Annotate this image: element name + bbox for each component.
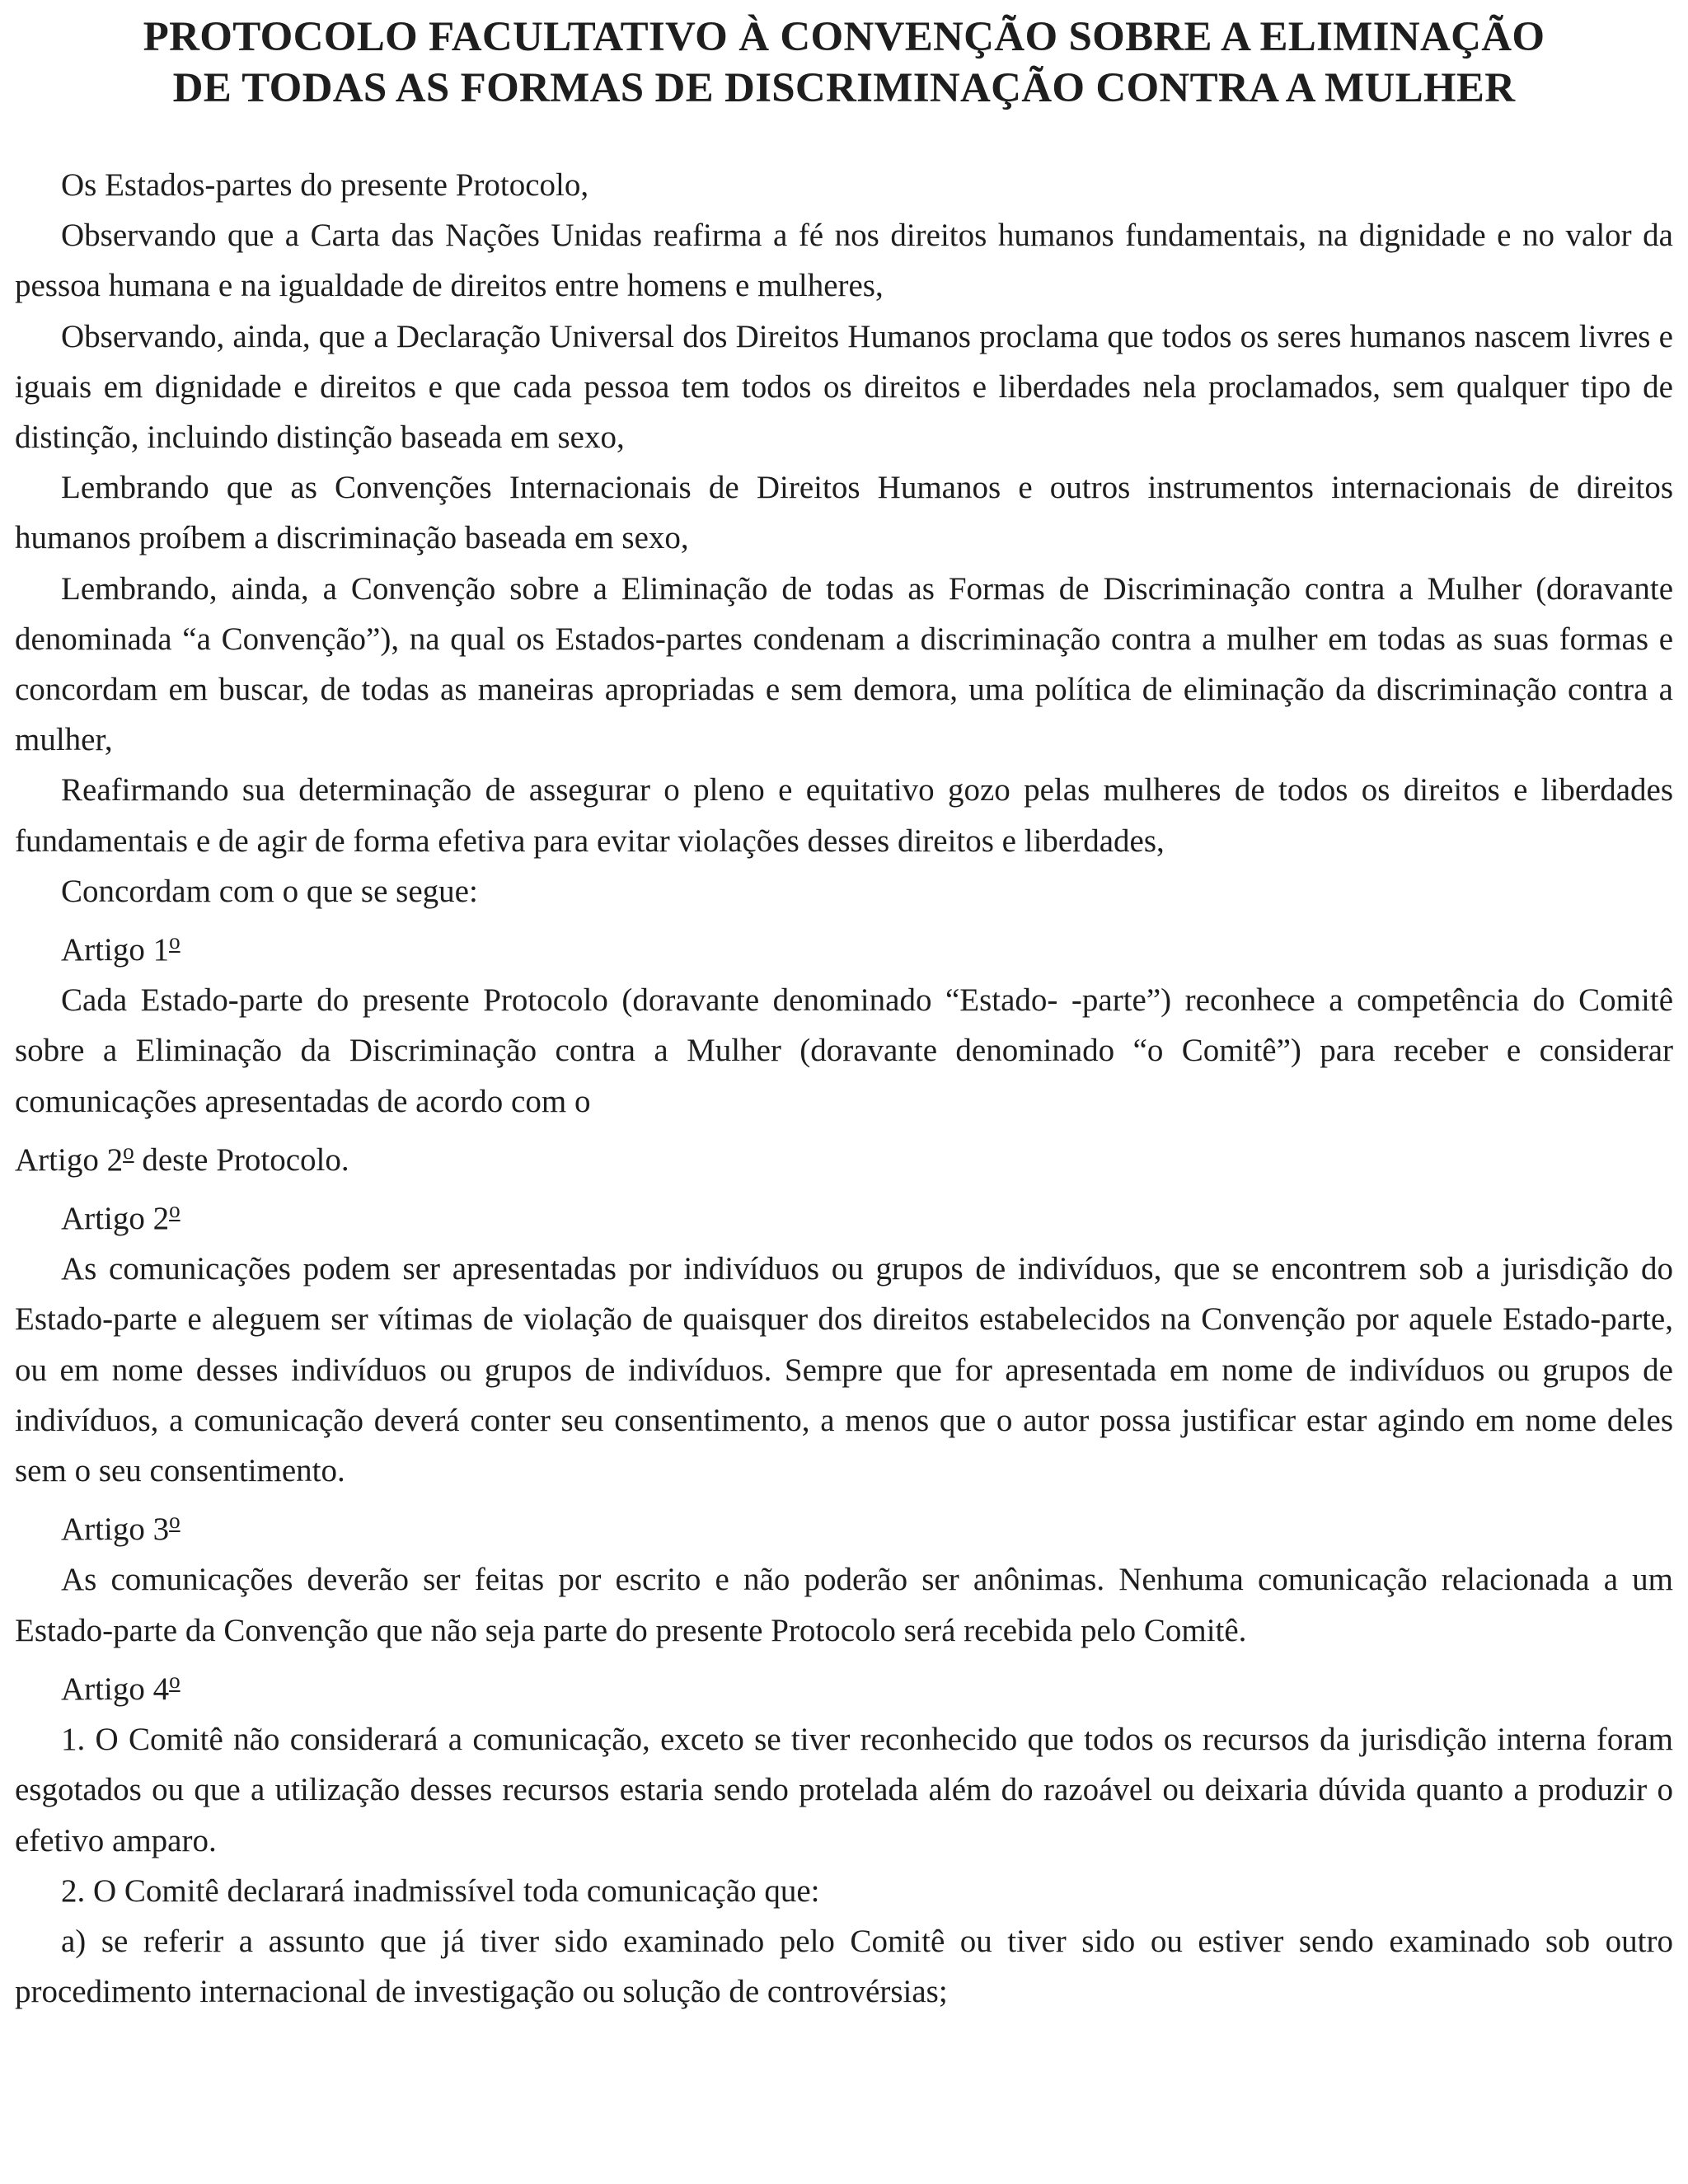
preamble-convencao-mulher: Lembrando, ainda, a Convenção sobre a Eliminação de todas as Formas de Discriminação contra a Mulher (doravante denominada “a Convenção”), na qual os Estados-partes condenam a discriminação contra a mulher em todas as suas formas e concordam em buscar, de todas as maneiras apropriadas e sem demora, uma política de eliminação da discriminação contra a mulher, (15, 570, 1673, 758)
title-line-2: DE TODAS AS FORMAS DE DISCRIMINAÇÃO CONTRA A MULHER (172, 65, 1516, 111)
article-1-tail-suffix: deste Protocolo. (134, 1141, 349, 1178)
document-page (15, 12, 1673, 2017)
article-4-item-2: 2. O Comitê declarará inadmissível toda comunicação que: (61, 1872, 820, 1909)
article-4-heading (15, 1656, 1673, 1714)
article-2-heading-text: Artigo 2 (61, 1201, 170, 1237)
article-1-heading (15, 916, 1673, 975)
document-title (15, 12, 1673, 114)
article-1-text (15, 975, 1673, 1185)
preamble-declaracao: Observando, ainda, que a Declaração Universal dos Direitos Humanos proclama que todos os seres humanos nascem livres e iguais em dignidade e direitos e que cada pessoa tem todos os direitos e liberdades nela proclamados, sem qualquer tipo de distinção, incluindo distinção baseada em sexo, (15, 318, 1673, 456)
article-2-heading (15, 1185, 1673, 1244)
title-line-1: PROTOCOLO FACULTATIVO À CONVENÇÃO SOBRE A ELIMINAÇÃO (143, 14, 1545, 60)
preamble-parties: Os Estados-partes do presente Protocolo, (61, 167, 589, 203)
preamble-carta: Observando que a Carta das Nações Unidas reafirma a fé nos direitos humanos fundamentais, na dignidade e no valor da pessoa humana e na igualdade de direitos entre homens e mulheres, (15, 218, 1673, 304)
ordinal-mark: o (169, 1667, 181, 1693)
article-1-body: Cada Estado-parte do presente Protocolo (doravante denominado “Estado- -parte”) reconhece a competência do Comitê sobre a Eliminação da Discriminação contra a Mulher (doravante denominado “o Comitê”) para receber e considerar comunicações apresentadas de acordo com o (15, 982, 1673, 1119)
article-4-item-2a: a) se referir a assunto que já tiver sido examinado pelo Comitê ou tiver sido ou estiver sendo examinado sob outro procedimento internacional de investigação ou solução de controvérsias; (15, 1923, 1673, 2010)
ordinal-mark: o (169, 1508, 181, 1534)
preamble-convencoes: Lembrando que as Convenções Internacionais de Direitos Humanos e outros instrumentos internacionais de direitos humanos proíbem a discriminação baseada em sexo, (15, 470, 1673, 556)
article-2-text: As comunicações podem ser apresentadas por indivíduos ou grupos de indivíduos, que se encontrem sob a jurisdição do Estado-parte e aleguem ser vítimas de violação de quaisquer dos direitos estabelecidos na Convenção por aquele Estado-parte, ou em nome desses indivíduos ou grupos de indivíduos. Sempre que for apresentada em nome de indivíduos ou grupos de indivíduos, a comunicação deverá conter seu consentimento, a menos que o autor possa justificar estar agindo em nome deles sem o seu consentimento. (15, 1251, 1673, 1489)
article-3-text: As comunicações deverão ser feitas por escrito e não poderão ser anônimas. Nenhuma comunicação relacionada a um Estado-parte da Convenção que não seja parte do presente Protocolo será recebida pelo Comitê. (15, 1562, 1673, 1648)
article-4-heading-text: Artigo 4 (61, 1671, 170, 1707)
ordinal-mark: o (123, 1138, 134, 1164)
article-1-heading-text: Artigo 1 (61, 932, 170, 968)
article-4-item-1: 1. O Comitê não considerará a comunicação, exceto se tiver reconhecido que todos os recursos da jurisdição interna foram esgotados ou que a utilização desses recursos estaria sendo protelada além do razoável ou deixaria dúvida quanto a produzir o efetivo amparo. (15, 1722, 1673, 1858)
article-1-tail-prefix: Artigo 2 (15, 1141, 124, 1178)
ordinal-mark: o (169, 929, 181, 954)
article-3-heading (15, 1496, 1673, 1554)
article-3-heading-text: Artigo 3 (61, 1511, 170, 1548)
preamble-reafirmando: Reafirmando sua determinação de assegurar o pleno e equitativo gozo pelas mulheres de todos os direitos e liberdades fundamentais e de agir de forma efetiva para evitar violações desses direitos e liberdades, (15, 772, 1673, 859)
ordinal-mark: o (169, 1197, 181, 1223)
preamble-concordam: Concordam com o que se segue: (61, 873, 478, 909)
document-body (15, 160, 1673, 2017)
